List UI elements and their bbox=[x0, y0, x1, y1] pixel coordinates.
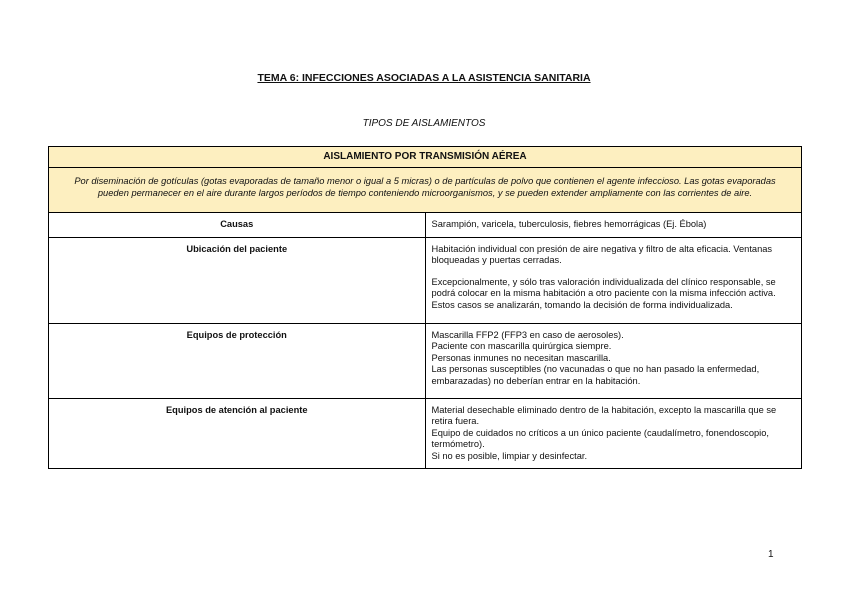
row-label-ubicacion: Ubicación del paciente bbox=[49, 237, 426, 323]
row-line: Material desechable eliminado dentro de la habitación, excepto la mascarilla que se retira fuera. bbox=[431, 404, 777, 426]
row-value-causas bbox=[425, 213, 802, 238]
table-row bbox=[49, 237, 802, 323]
table-description: Por diseminación de gotículas (gotas evaporadas de tamaño menor o igual a 5 micras) o de partículas de polvo que contienen el agente infeccioso. Las gotas evaporadas pueden permanecer en el aire durante largos períodos de tiempo conteniendo microorganismos, y se pueden extender ampliamente con las corrientes de aire. bbox=[49, 168, 802, 213]
page-number: 1 bbox=[768, 549, 774, 560]
row-label-equipos-proteccion: Equipos de protección bbox=[49, 323, 426, 398]
row-value-equipos-atencion bbox=[425, 398, 802, 469]
row-label-equipos-atencion: Equipos de atención al paciente bbox=[49, 398, 426, 469]
document-title: TEMA 6: INFECCIONES ASOCIADAS A LA ASISTENCIA SANITARIA bbox=[257, 72, 591, 84]
row-value-ubicacion bbox=[425, 237, 802, 323]
table-row bbox=[49, 213, 802, 238]
row-value-equipos-proteccion bbox=[425, 323, 802, 398]
table-header: AISLAMIENTO POR TRANSMISIÓN AÉREA bbox=[49, 147, 802, 168]
table-row bbox=[49, 398, 802, 469]
row-line: Personas inmunes no necesitan mascarilla. bbox=[431, 352, 611, 363]
row-line: Equipo de cuidados no críticos a un único paciente (caudalímetro, fonendoscopio, termómetro). bbox=[431, 427, 769, 449]
row-label-causas: Causas bbox=[49, 213, 426, 238]
row-line: Excepcionalmente, y sólo tras valoración individualizada del clínico responsable, se podrá colocar en la misma habitación a otro paciente con la misma infección activa. Estos casos se analizarán, tomando la decisión de forma individualizada. bbox=[431, 276, 776, 310]
row-line: Si no es posible, limpiar y desinfectar. bbox=[431, 450, 588, 461]
table-row bbox=[49, 323, 802, 398]
table-header-row bbox=[49, 147, 802, 168]
row-line: Mascarilla FFP2 (FFP3 en caso de aerosoles). bbox=[431, 329, 624, 340]
document-subtitle: TIPOS DE AISLAMIENTOS bbox=[362, 118, 486, 129]
row-line: Paciente con mascarilla quirúrgica siempre. bbox=[431, 341, 612, 351]
row-line: Las personas susceptibles (no vacunadas o que no han pasado la enfermedad, embarazadas) no deberían entrar en la habitación. bbox=[431, 364, 760, 386]
isolation-table bbox=[48, 146, 802, 469]
row-line: Sarampión, varicela, tuberculosis, fiebres hemorrágicas (Ej. Ébola) bbox=[431, 219, 707, 229]
row-line: Habitación individual con presión de aire negativa y filtro de alta eficacia. Ventanas bloqueadas y puertas cerradas. bbox=[431, 243, 773, 265]
table-description-row bbox=[49, 168, 802, 213]
